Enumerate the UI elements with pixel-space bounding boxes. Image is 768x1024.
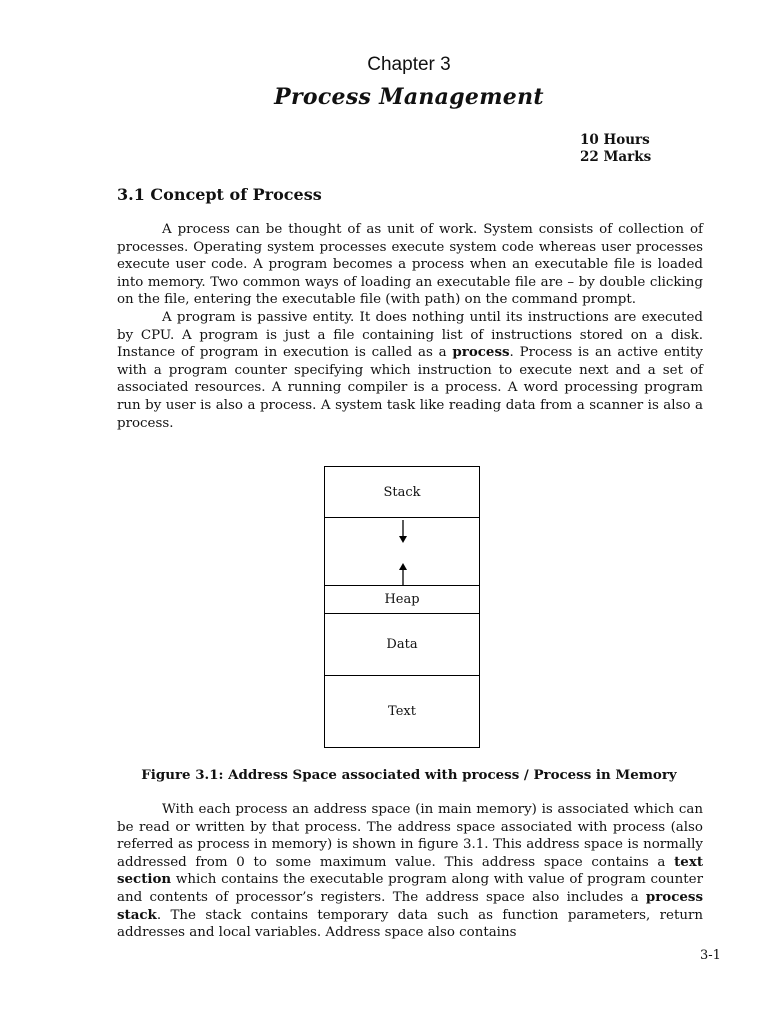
figure-caption: Figure 3.1: Address Space associated with process / Process in Memory [141, 767, 677, 783]
data-label: Data [386, 637, 418, 652]
course-meta [580, 132, 651, 166]
stack-label: Stack [383, 484, 421, 500]
free-space-cell [325, 518, 479, 586]
paragraph-3-seg1: With each process an address space (in main memory) is associated which can be read or written by that process. The address space associated with process (also referred as process in memory) is shown in figure 3.1. This address space is normally addressed from 0 to some maximum value. This address space contains a [117, 802, 703, 870]
data-cell [325, 614, 479, 676]
paragraph-3-seg3: . The stack contains temporary data such as function parameters, return addresses and local variables. Address space also contains [117, 907, 703, 941]
intro-paragraphs [117, 221, 703, 432]
text-label: Text [388, 704, 416, 719]
paragraph-2 [117, 309, 703, 432]
paragraph-3 [117, 801, 703, 942]
chapter-label: Chapter 3 [367, 54, 451, 75]
paragraph-3-seg2: which contains the executable program along with value of program counter and contents of processor’s registers. The address space also includes a [117, 872, 703, 905]
process-bold-term: process [452, 344, 510, 361]
heap-label: Heap [384, 592, 420, 607]
arrow-down-icon [398, 520, 408, 544]
arrow-up-icon [398, 562, 408, 586]
text-cell [325, 676, 479, 747]
process-stack-bold: process stack [117, 888, 703, 923]
page-title: Process Management [274, 84, 544, 110]
paragraph-2-after: . Process is an active entity with a program counter specifying which instruction to execute next and a set of associated resources. A running compiler is a process. A word processing program run by user is also a process. A system task like reading data from a scanner is also a process. [117, 345, 703, 431]
section-heading: 3.1 Concept of Process [117, 185, 322, 204]
body-paragraphs [117, 801, 703, 942]
address-space-diagram [324, 466, 480, 748]
paragraph-1: A process can be thought of as unit of work. System consists of collection of processes. Operating system processes execute system code whereas user processes execute user code. A program becomes a process when an executable file is loaded into memory. Two common ways of loading an executable file are – by double clicking on the file, entering the executable file (with path) on the command prompt. [117, 222, 703, 308]
marks-label: 22 Marks [580, 149, 652, 165]
text-section-bold: text section [117, 853, 703, 888]
stack-cell [325, 467, 479, 518]
heap-cell [325, 586, 479, 614]
page-number: 3-1 [700, 948, 721, 963]
hours-label: 10 Hours [580, 132, 650, 148]
paragraph-2-before: A program is passive entity. It does nothing until its instructions are executed by CPU. A program is just a file containing list of instructions stored on a disk. Instance of program in execution is called as a [117, 309, 703, 361]
